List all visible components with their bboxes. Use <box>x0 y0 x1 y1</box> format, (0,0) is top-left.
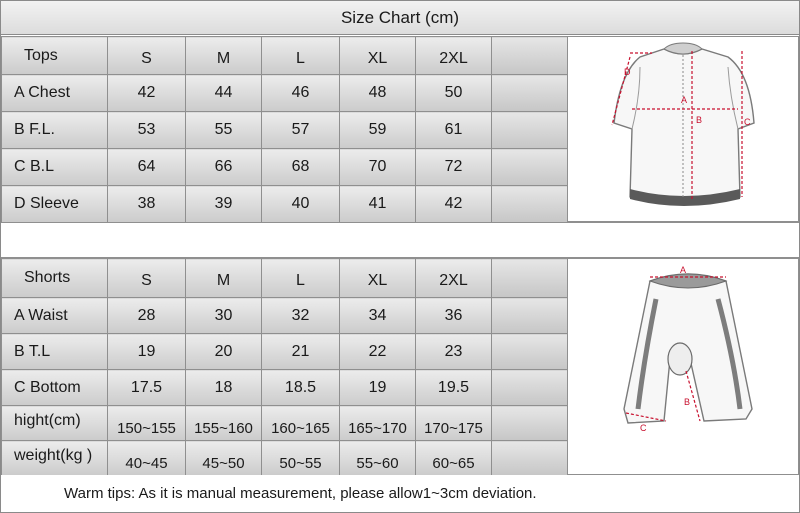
table-row <box>2 370 568 406</box>
row-label: A Chest <box>2 75 108 112</box>
table-row <box>2 112 568 149</box>
empty-cell <box>492 406 568 441</box>
table-cell: 39 <box>186 186 262 223</box>
table-cell: 55~60 <box>340 441 416 476</box>
chamois-pad-icon <box>668 343 692 375</box>
empty-cell <box>492 259 568 298</box>
row-label: C B.L <box>2 149 108 186</box>
table-cell: 165~170 <box>340 406 416 441</box>
empty-cell <box>492 149 568 186</box>
row-label: A Waist <box>2 298 108 334</box>
measure-label-c: C <box>744 117 751 127</box>
table-cell: 150~155 <box>108 406 186 441</box>
table-cell: 18 <box>186 370 262 406</box>
table-row <box>2 334 568 370</box>
size-xl-header: XL <box>340 37 416 75</box>
measure-label-b: B <box>684 397 691 407</box>
table-cell: 72 <box>416 149 492 186</box>
table-cell: 55 <box>186 112 262 149</box>
table-row <box>2 186 568 223</box>
table-cell: 170~175 <box>416 406 492 441</box>
measure-label-d: D <box>624 67 631 77</box>
empty-cell <box>492 112 568 149</box>
table-cell: 68 <box>262 149 340 186</box>
jersey-diagram <box>567 36 799 222</box>
table-cell: 57 <box>262 112 340 149</box>
measure-label-a: A <box>681 95 688 105</box>
table-cell: 30 <box>186 298 262 334</box>
size-l-header: L <box>262 259 340 298</box>
size-s-header: S <box>108 37 186 75</box>
tops-header-label: Tops <box>2 37 108 75</box>
table-cell: 64 <box>108 149 186 186</box>
size-m-header: M <box>186 259 262 298</box>
section-divider <box>1 222 799 258</box>
tops-header-row <box>2 37 568 75</box>
row-label: weight(kg ) <box>2 441 108 476</box>
table-cell: 17.5 <box>108 370 186 406</box>
table-cell: 32 <box>262 298 340 334</box>
table-cell: 66 <box>186 149 262 186</box>
table-cell: 18.5 <box>262 370 340 406</box>
jersey-outline-icon <box>614 49 754 203</box>
table-cell: 34 <box>340 298 416 334</box>
row-label: hight(cm) <box>2 406 108 441</box>
shorts-header-label: Shorts <box>2 259 108 298</box>
row-label: C Bottom <box>2 370 108 406</box>
table-row <box>2 406 568 441</box>
table-cell: 41 <box>340 186 416 223</box>
table-cell: 59 <box>340 112 416 149</box>
empty-cell <box>492 441 568 476</box>
measure-label-c: C <box>640 423 647 433</box>
empty-cell <box>492 75 568 112</box>
table-cell: 45~50 <box>186 441 262 476</box>
table-cell: 53 <box>108 112 186 149</box>
table-cell: 28 <box>108 298 186 334</box>
table-cell: 46 <box>262 75 340 112</box>
table-cell: 19 <box>340 370 416 406</box>
shorts-illustration <box>568 259 798 474</box>
table-cell: 40 <box>262 186 340 223</box>
table-cell: 50 <box>416 75 492 112</box>
table-row <box>2 441 568 476</box>
row-label: B T.L <box>2 334 108 370</box>
shorts-size-table <box>1 258 568 476</box>
shorts-header-row <box>2 259 568 298</box>
row-label: B F.L. <box>2 112 108 149</box>
size-m-header: M <box>186 37 262 75</box>
table-cell: 50~55 <box>262 441 340 476</box>
empty-cell <box>492 186 568 223</box>
size-2xl-header: 2XL <box>416 259 492 298</box>
table-cell: 70 <box>340 149 416 186</box>
table-cell: 38 <box>108 186 186 223</box>
measure-label-a: A <box>680 265 687 275</box>
size-l-header: L <box>262 37 340 75</box>
empty-cell <box>492 370 568 406</box>
size-2xl-header: 2XL <box>416 37 492 75</box>
table-cell: 160~165 <box>262 406 340 441</box>
table-cell: 19 <box>108 334 186 370</box>
table-cell: 36 <box>416 298 492 334</box>
warm-tips-note: Warm tips: As it is manual measurement, please allow1~3cm deviation. <box>1 475 799 512</box>
table-cell: 20 <box>186 334 262 370</box>
table-cell: 44 <box>186 75 262 112</box>
measure-label-b: B <box>696 115 703 125</box>
empty-cell <box>492 298 568 334</box>
table-cell: 23 <box>416 334 492 370</box>
table-row <box>2 75 568 112</box>
table-cell: 42 <box>416 186 492 223</box>
jersey-illustration <box>568 37 798 221</box>
table-row <box>2 298 568 334</box>
empty-cell <box>492 37 568 75</box>
table-row <box>2 149 568 186</box>
table-cell: 60~65 <box>416 441 492 476</box>
page-title: Size Chart (cm) <box>1 1 799 35</box>
shorts-diagram <box>567 258 799 475</box>
table-cell: 40~45 <box>108 441 186 476</box>
table-cell: 155~160 <box>186 406 262 441</box>
tops-size-table <box>1 36 568 223</box>
table-cell: 22 <box>340 334 416 370</box>
table-cell: 21 <box>262 334 340 370</box>
size-s-header: S <box>108 259 186 298</box>
empty-cell <box>492 334 568 370</box>
table-cell: 48 <box>340 75 416 112</box>
size-xl-header: XL <box>340 259 416 298</box>
table-cell: 19.5 <box>416 370 492 406</box>
table-cell: 61 <box>416 112 492 149</box>
table-cell: 42 <box>108 75 186 112</box>
row-label: D Sleeve <box>2 186 108 223</box>
